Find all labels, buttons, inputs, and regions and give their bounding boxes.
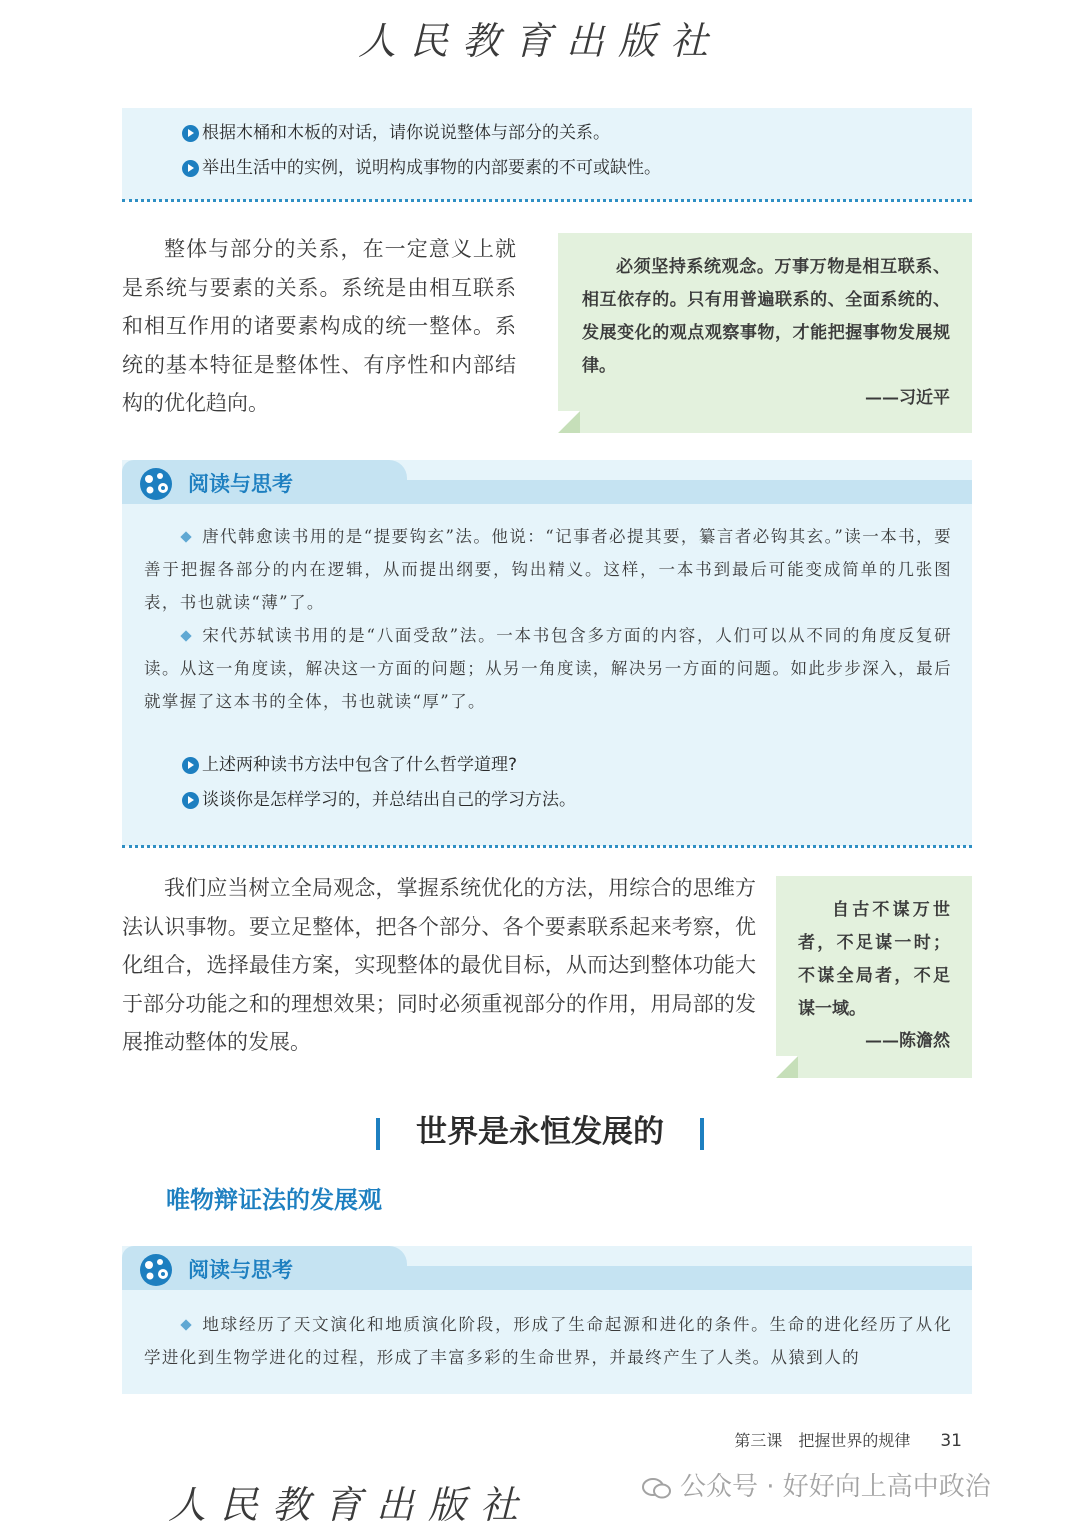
quote-author: ——陈澹然 — [865, 1031, 950, 1051]
body-paragraph: 整体与部分的关系，在一定意义上就是系统与要素的关系。系统是由相互联系和相互作用的诸要素构成的统一整体。系统的基本特征是整体性、有序性和内部结构的优化趋向。 — [122, 237, 516, 415]
reading-paragraph-text: 地球经历了天文演化和地质演化阶段，形成了生命起源和进化的条件。生命的进化经历了从化学进化到生物学进化的过程，形成了丰富多彩的生命世界，并最终产生了人类。从猿到人的 — [144, 1315, 952, 1367]
reading-title: 阅读与思考 — [188, 472, 293, 496]
question-item — [122, 151, 972, 186]
quote-text: 自古不谋万世者，不足谋一时；不谋全局者，不足谋一域。 — [798, 900, 950, 1019]
dotted-divider — [122, 845, 972, 848]
reading-questions — [122, 748, 972, 818]
reading-header — [122, 1246, 972, 1292]
page-fold-cutout — [776, 1056, 798, 1078]
diamond-bullet-icon — [180, 630, 191, 641]
watermark-text: 公众号 · 好好向上高中政治 — [680, 1472, 991, 1502]
publisher-logo-top — [0, 10, 1080, 65]
quote-text: 必须坚持系统观念。万事万物是相互联系、相互依存的。只有用普遍联系的、全面系统的、发展变化的观点观察事物，才能把握事物发展规律。 — [582, 257, 950, 376]
reading-box — [122, 1246, 972, 1394]
play-bullet-icon — [182, 125, 199, 142]
question-text: 谈谈你是怎样学习的，并总结出自己的学习方法。 — [202, 790, 576, 810]
heading-bar-right — [700, 1118, 704, 1150]
question-item — [122, 748, 972, 783]
subsection-heading: 唯物辩证法的发展观 — [166, 1185, 382, 1214]
watermark — [642, 1466, 991, 1503]
question-text: 根据木桶和木板的对话，请你说说整体与部分的关系。 — [202, 123, 610, 143]
reading-paragraph — [144, 1308, 952, 1374]
diamond-bullet-icon — [180, 1319, 191, 1330]
quote-card — [558, 233, 972, 433]
page-fold-cutout — [558, 411, 580, 433]
reading-title: 阅读与思考 — [188, 1258, 293, 1282]
footer-lesson: 第三课 把握世界的规律 — [734, 1431, 911, 1450]
heading-bar-left — [376, 1118, 380, 1150]
diamond-bullet-icon — [180, 531, 191, 542]
play-bullet-icon — [182, 757, 199, 774]
quote-card — [776, 876, 972, 1078]
top-question-box — [122, 108, 972, 200]
publisher-logo-bottom — [0, 1474, 700, 1528]
reading-paragraph — [144, 520, 952, 619]
reading-globe-icon — [138, 1252, 174, 1288]
body-paragraph: 我们应当树立全局观念，掌握系统优化的方法，用综合的思维方法认识事物。要立足整体，把各个部分、各个要素联系起来考察，优化组合，选择最佳方案，实现整体的最优目标，从而达到整体功能大于部分功能之和的理想效果；同时必须重视部分的作用，用局部的发展推动整体的发展。 — [122, 876, 756, 1054]
reading-globe-icon — [138, 466, 174, 502]
question-text: 举出生活中的实例，说明构成事物的内部要素的不可或缺性。 — [202, 158, 661, 178]
play-bullet-icon — [182, 792, 199, 809]
play-bullet-icon — [182, 160, 199, 177]
publisher-logo-text: 人民教育出版社 — [357, 19, 722, 63]
reading-box — [122, 460, 972, 846]
quote-author: ——习近平 — [865, 388, 950, 408]
section-title: 世界是永恒发展的 — [416, 1114, 664, 1150]
question-item — [122, 783, 972, 818]
page-number: 31 — [940, 1431, 962, 1451]
reading-paragraph — [144, 619, 952, 718]
question-text: 上述两种读书方法中包含了什么哲学道理? — [202, 755, 518, 775]
reading-paragraph-text: 唐代韩愈读书用的是“提要钩玄”法。他说：“记事者必提其要，纂言者必钩其玄。”读一本书，要善于把握各部分的内在逻辑，从而提出纲要，钩出精义。这样，一本书到最后可能变成简单的几张图表，书也就读“薄”了。 — [144, 527, 952, 612]
dotted-divider — [122, 199, 972, 202]
publisher-logo-text: 人民教育出版社 — [167, 1483, 532, 1527]
reading-header — [122, 460, 972, 506]
section-heading — [0, 1106, 1080, 1151]
reading-paragraph-text: 宋代苏轼读书用的是“八面受敌”法。一本书包含多方面的内容，人们可以从不同的角度反复研读。从这一角度读，解决这一方面的问题；从另一角度读，解决另一方面的问题。如此步步深入，最后就掌握了这本书的全体，书也就读“厚”了。 — [144, 626, 952, 711]
page-footer — [734, 1428, 962, 1451]
question-item — [122, 116, 972, 151]
wechat-icon — [642, 1477, 672, 1499]
